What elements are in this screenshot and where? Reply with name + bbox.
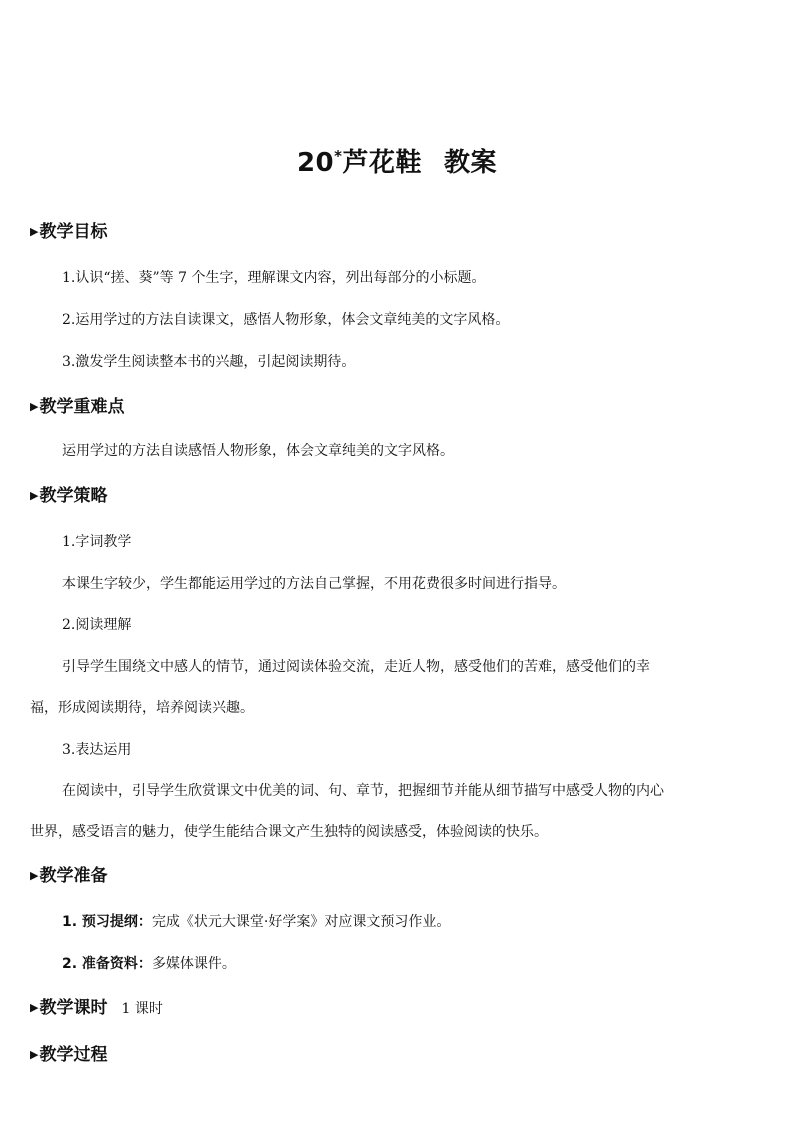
strategy-3-line-2: 世界，感受语言的魅力，使学生能结合课文产生独特的阅读感受，体验阅读的快乐。 [30,824,548,840]
section-heading-key-points: ▶教学重难点 [30,397,125,417]
triangle-right-icon: ▶ [30,400,39,413]
triangle-right-icon: ▶ [30,225,39,238]
preparation-item-1: 1. 预习提纲：完成《状元大课堂·好学案》对应课文预习作业。 [62,914,451,930]
strategy-1-title: 1.字词教学 [62,534,132,550]
section-heading-process: ▶教学过程 [30,1045,108,1065]
goal-item-1: 1.认识“搓、葵”等 7 个生字，理解课文内容，列出每部分的小标题。 [62,270,486,286]
triangle-right-icon: ▶ [30,489,39,502]
goal-item-2: 2.运用学过的方法自读课文，感悟人物形象，体会文章纯美的文字风格。 [62,312,510,328]
section-heading-preparation: ▶教学准备 [30,866,108,886]
strategy-2-line-1: 引导学生围绕文中感人的情节，通过阅读体验交流，走近人物，感受他们的苦难，感受他们的幸 [62,659,650,675]
key-points-text: 运用学过的方法自读感悟人物形象，体会文章纯美的文字风格。 [62,443,454,459]
strategy-3-line-1: 在阅读中，引导学生欣赏课文中优美的词、句、章节，把握细节并能从细节描写中感受人物的内心 [62,783,664,799]
strategy-2-line-2: 福，形成阅读期待，培养阅读兴趣。 [30,700,254,716]
section-heading-goals: ▶教学目标 [30,222,108,242]
section-heading-periods: ▶教学课时 1 课时 [30,998,163,1018]
goal-item-3: 3.激发学生阅读整本书的兴趣，引起阅读期待。 [62,354,356,370]
preparation-item-2: 2. 准备资料：多媒体课件。 [62,956,236,972]
triangle-right-icon: ▶ [30,869,39,882]
periods-value: 1 课时 [121,1001,163,1017]
strategy-3-title: 3.表达运用 [62,742,132,758]
page-title: 20*芦花鞋 教案 [296,147,498,178]
strategy-1-text: 本课生字较少，学生都能运用学过的方法自己掌握，不用花费很多时间进行指导。 [62,576,566,592]
section-heading-strategy: ▶教学策略 [30,486,108,506]
triangle-right-icon: ▶ [30,1001,39,1014]
triangle-right-icon: ▶ [30,1048,39,1061]
strategy-2-title: 2.阅读理解 [62,617,132,633]
